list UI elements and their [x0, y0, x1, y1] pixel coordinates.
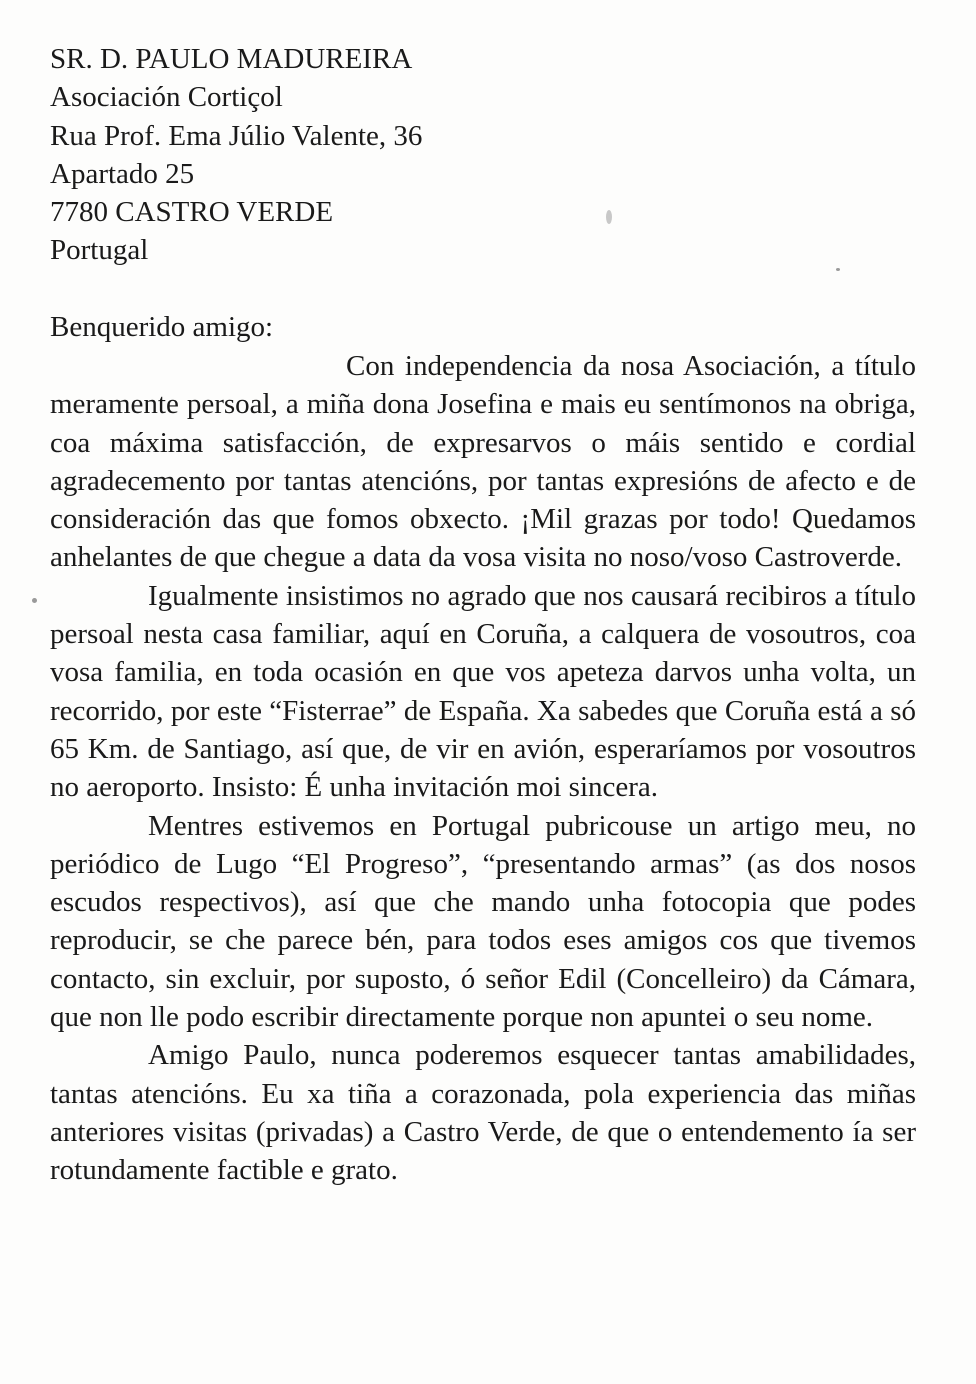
address-line-city: 7780 CASTRO VERDE	[50, 196, 334, 229]
paragraph-4: Amigo Paulo, nunca poderemos esquecer tantas amabilidades, tantas atencións. Eu xa tiña a corazonada, pola experiencia das miñas anteriores visitas (privadas) a Castro Verde, de que o entendemento ía ser rotundamente factible e grato.	[50, 1039, 916, 1187]
scan-speck	[606, 210, 612, 224]
letter-body	[50, 347, 916, 1190]
scan-speck	[32, 598, 37, 603]
salutation: Benquerido amigo:	[50, 311, 274, 343]
address-line-po-box: Apartado 25	[50, 157, 195, 190]
paragraph-1: Con independencia da nosa Asociación, a título meramente persoal, a miña dona Josefina e mais eu sentímonos na obriga, coa máxima satisfacción, de expresarvos o máis sentido e cordial agradecemento por tantas atencións, por tantas expresións de afecto e de consideración das que fomos obxecto. ¡Mil grazas por todo! Quedamos anhelantes de que chegue a data da vosa visita no noso/voso Castroverde.	[50, 350, 916, 574]
address-line-country: Portugal	[50, 234, 149, 267]
address-line-name: SR. D. PAULO MADUREIRA	[50, 43, 413, 75]
paragraph-3: Mentres estivemos en Portugal pubricouse un artigo meu, no periódico de Lugo “El Progreso”, “presentando armas” (as dos nosos escudos respectivos), así que che mando unha fotocopia que podes reproducir, se che parece bén, para todos eses amigos cos que tivemos contacto, sin excluir, por suposto, ó señor Edil (Concelleiro) da Cámara, que non lle podo escribir directamente porque non apuntei o seu nome.	[50, 809, 916, 1034]
address-line-association: Asociación Cortiçol	[50, 81, 283, 114]
paragraph-2: Igualmente insistimos no agrado que nos causará recibiros a título persoal nesta casa familiar, aquí en Coruña, a calquera de vosoutros, coa vosa familia, en toda ocasión en que vos apeteza darvos unha volta, un recorrido, por este “Fisterrae” de España. Xa sabedes que Coruña está a só 65 Km. de Santiago, así que, de vir en avión, esperaríamos por vosoutros no aeroporto. Insisto: É unha invitación moi sincera.	[50, 579, 916, 804]
address-line-street: Rua Prof. Ema Júlio Valente, 36	[50, 119, 423, 152]
scan-speck	[836, 268, 840, 271]
recipient-address	[50, 40, 422, 270]
